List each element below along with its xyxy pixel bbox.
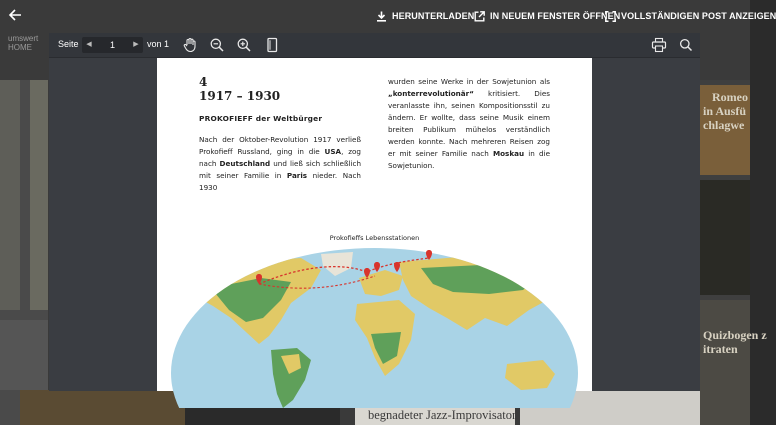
chapter-number: 4 bbox=[199, 75, 208, 89]
next-page-button[interactable] bbox=[130, 37, 142, 53]
zoom-in-icon bbox=[236, 37, 252, 53]
highlight-germany: Deutschland bbox=[219, 159, 271, 168]
chevron-right-icon: ▶ bbox=[133, 41, 139, 48]
highlight-counterrevolutionary: „konterrevolutionär“ bbox=[388, 89, 474, 98]
zoom-out-icon bbox=[209, 37, 225, 53]
background-text: chlagwe bbox=[703, 118, 745, 132]
background-image bbox=[20, 390, 185, 425]
fullscreen-icon bbox=[605, 11, 616, 22]
page-view-button[interactable] bbox=[264, 37, 280, 53]
highlight-paris: Paris bbox=[286, 171, 308, 180]
background-card bbox=[0, 80, 20, 310]
map-caption: Prokofieffs Lebensstationen bbox=[329, 234, 420, 242]
download-button[interactable]: HERUNTERLADEN bbox=[376, 9, 474, 23]
background-text: in Ausfü bbox=[703, 104, 747, 118]
page-count-label: von 1 bbox=[147, 39, 170, 49]
chapter-subtitle: PROKOFIEFF der Weltbürger bbox=[199, 114, 323, 123]
viewer-toolbar bbox=[49, 33, 700, 58]
modal-topbar bbox=[0, 0, 776, 30]
text-column-left: Nach der Oktober-Revolution 1917 verließ Prokofieff Russland, ging in die USA, zog nach Deutschland und ließ sich schließlich mit seiner Familie in Paris nieder. Nach 1930 bbox=[199, 135, 361, 192]
highlight-usa: USA bbox=[324, 147, 342, 156]
page-number-input[interactable] bbox=[96, 39, 129, 51]
background-card bbox=[0, 320, 48, 390]
background-card bbox=[30, 80, 48, 310]
chapter-years: 1917 – 1930 bbox=[199, 89, 281, 103]
pan-tool-button[interactable] bbox=[182, 37, 198, 53]
background-text: Quizbogen z bbox=[703, 328, 767, 342]
download-icon bbox=[376, 11, 387, 22]
background-text: itraten bbox=[703, 342, 738, 356]
site-logo: umswert HOME bbox=[8, 34, 39, 52]
zoom-in-button[interactable] bbox=[236, 37, 252, 53]
full-post-button[interactable]: VOLLSTÄNDIGEN POST ANZEIGEN bbox=[605, 9, 776, 23]
search-button[interactable] bbox=[678, 37, 694, 53]
background-text: begnadeter Jazz-Improvisator. bbox=[368, 408, 519, 422]
open-new-window-button[interactable]: IN NEUEM FENSTER ÖFFNEN bbox=[474, 9, 620, 23]
page-icon bbox=[264, 37, 280, 53]
hand-icon bbox=[182, 37, 198, 53]
background-card bbox=[700, 300, 750, 425]
search-icon bbox=[678, 37, 694, 53]
arrow-left-icon bbox=[8, 8, 22, 22]
text-column-right: wurden seine Werke in der Sowjetunion als „konterrevolutionär“ kritisiert. Dies veranlasste ihn, seinen Kompositionsstil zu ändern. Er wollte, dass seine Musik einem breiten Publikum mühelos verständlich werden konnte. Nach mehreren Reisen zog er mit seiner Familie nach Moskau in die Sowjetunion. bbox=[388, 77, 550, 170]
pdf-viewer bbox=[49, 33, 700, 391]
page-label: Seite bbox=[58, 39, 79, 49]
background-card bbox=[700, 180, 750, 295]
external-link-icon bbox=[474, 11, 485, 22]
back-button[interactable] bbox=[8, 6, 26, 24]
previous-page-button[interactable] bbox=[83, 37, 95, 53]
highlight-moscow: Moskau bbox=[492, 149, 525, 158]
print-button[interactable] bbox=[651, 37, 667, 53]
pdf-page bbox=[157, 58, 592, 391]
zoom-out-button[interactable] bbox=[209, 37, 225, 53]
page-navigator bbox=[82, 37, 143, 53]
world-map bbox=[171, 248, 578, 408]
background-text: Romeo bbox=[712, 90, 748, 104]
print-icon bbox=[651, 37, 667, 53]
chevron-left-icon: ◀ bbox=[86, 41, 92, 48]
